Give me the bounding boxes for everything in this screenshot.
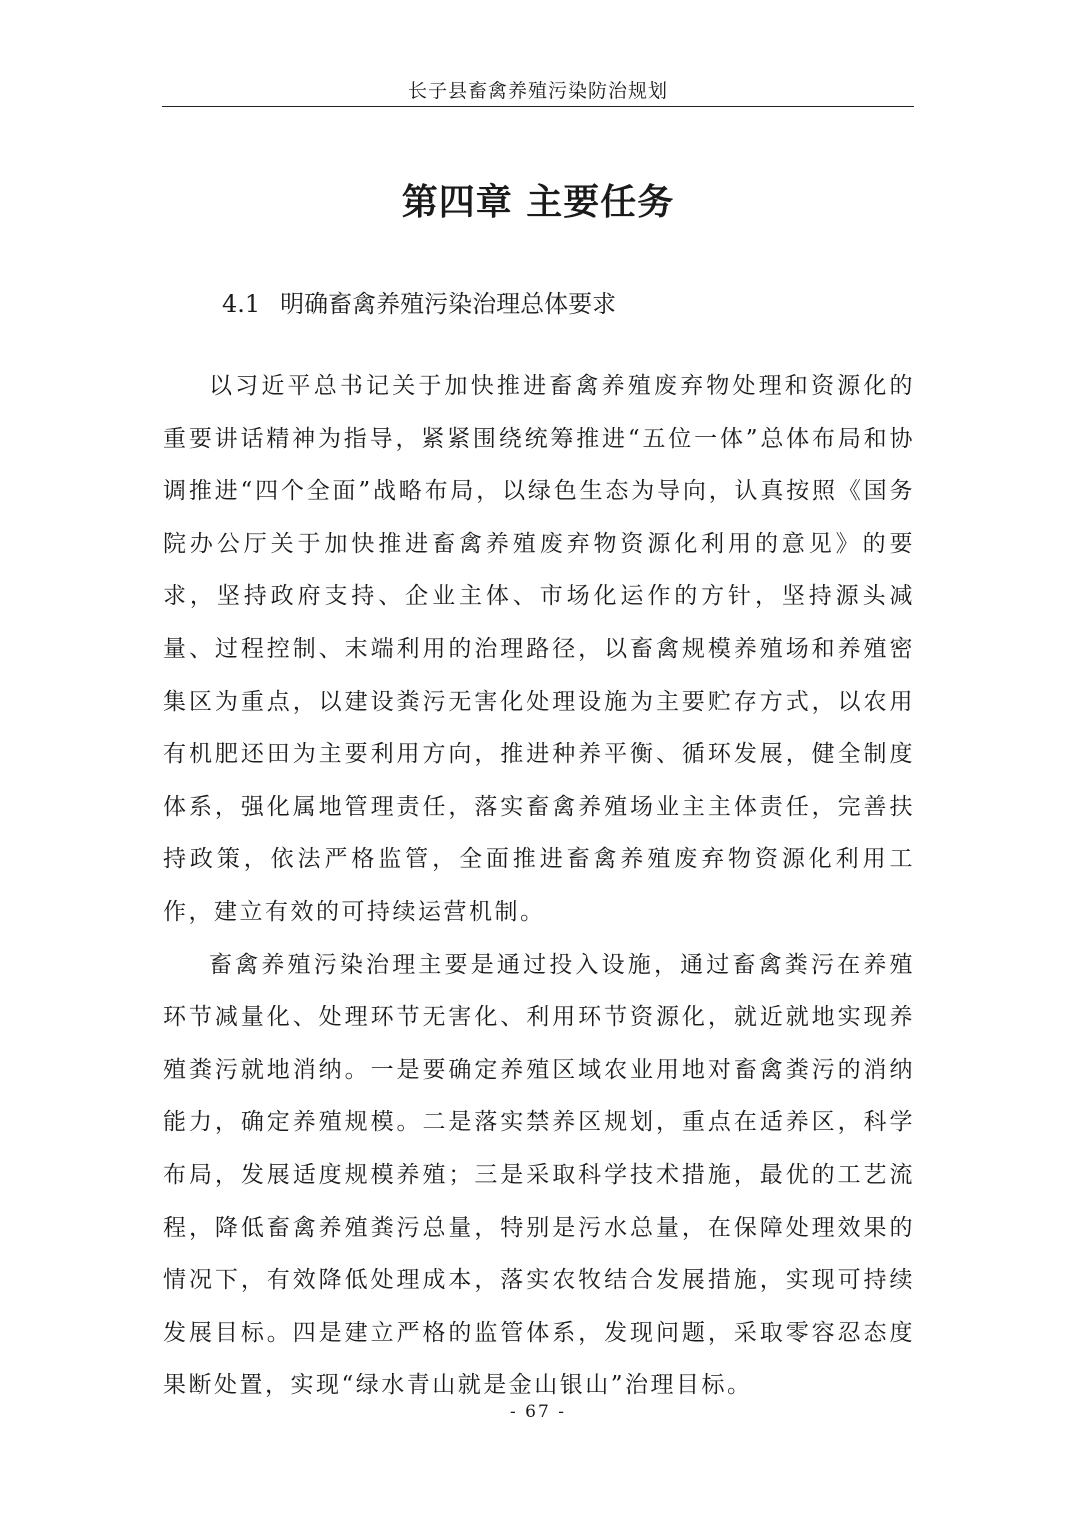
page-number: - 67 - <box>510 1402 566 1422</box>
paragraph-2: 畜禽养殖污染治理主要是通过投入设施，通过畜禽粪污在养殖环节减量化、处理环节无害化、利用环节资源化，就近就地实现养殖粪污就地消纳。一是要确定养殖区域农业用地对畜禽粪污的消纳能力，确定养殖规模。二是落实禁养区规划，重点在适养区，科学布局，发展适度规模养殖；三是采取科学技术措施，最优的工艺流程，降低畜禽养殖粪污总量，特别是污水总量，在保障处理效果的情况下，有效降低处理成本，落实农牧结合发展措施，实现可持续发展目标。四是建立严格的监管体系，发现问题，采取零容忍态度果断处置，实现“绿水青山就是金山银山”治理目标。 <box>163 951 915 1399</box>
running-header: 长子县畜禽养殖污染防治规划 <box>407 80 668 102</box>
chapter-title: 第四章 主要任务 <box>401 182 675 223</box>
header-divider <box>162 106 914 107</box>
paragraph-1: 以习近平总书记关于加快推进畜禽养殖废弃物处理和资源化的重要讲话精神为指导，紧紧围绕统筹推进“五位一体”总体布局和协调推进“四个全面”战略布局，以绿色生态为导向，认真按照《国务院办公厅关于加快推进畜禽养殖废弃物资源化利用的意见》的要求，坚持政府支持、企业主体、市场化运作的方针，坚持源头减量、过程控制、末端利用的治理路径，以畜禽规模养殖场和养殖密集区为重点，以建设粪污无害化处理设施为主要贮存方式，以农用有机肥还田为主要利用方向，推进种养平衡、循环发展，健全制度体系，强化属地管理责任，落实畜禽养殖场业主主体责任，完善扶持政策，依法严格监管，全面推进畜禽养殖废弃物资源化利用工作，建立有效的可持续运营机制。 <box>163 373 915 925</box>
section-title: 明确畜禽养殖污染治理总体要求 <box>280 290 617 318</box>
body-text <box>163 360 915 1412</box>
section-number: 4.1 <box>222 290 261 318</box>
section-heading <box>222 284 922 324</box>
